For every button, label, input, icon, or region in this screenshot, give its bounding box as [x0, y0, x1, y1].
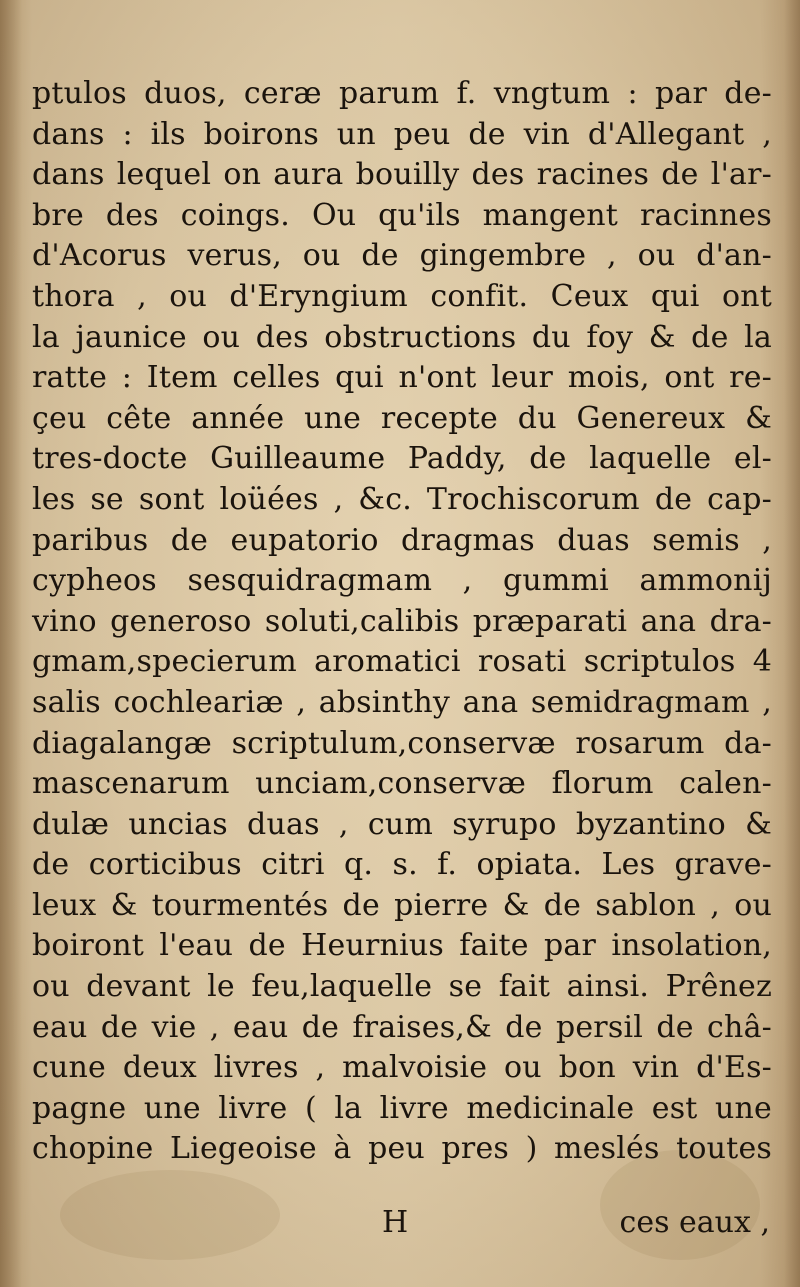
text-line: diagalangæ scriptulum,conservæ rosarum da- — [32, 725, 772, 761]
text-line: ratte : Item celles qui n'ont leur mois, ont re- — [32, 360, 772, 396]
text-line: de corticibus citri q. s. f. opiata. Les grave- — [32, 847, 772, 883]
text-line: vino generoso soluti,calibis præparati ana dra- — [32, 603, 772, 639]
text-line: eau de vie , eau de fraises,& de persil de châ- — [32, 1009, 772, 1045]
text-line: dans : ils boirons un peu de vin d'Allegant , — [32, 116, 772, 152]
text-line: tres-docte Guilleaume Paddy, de laquelle el- — [32, 441, 772, 477]
text-line: cypheos sesquidragmam , gummi ammonij — [32, 563, 772, 599]
text-line: ptulos duos, ceræ parum f. vngtum : par de- — [32, 76, 772, 111]
page-edge-shadow-right — [784, 0, 800, 1287]
text-line: dulæ uncias duas , cum syrupo byzantino & — [32, 806, 772, 842]
text-line: boiront l'eau de Heurnius faite par insolation, — [32, 928, 772, 964]
text-line: gmam,specierum aromatici rosati scriptulos 4 — [32, 644, 772, 680]
text-line: chopine Liegeoise à peu pres ) meslés toutes — [32, 1131, 772, 1167]
text-line: cune deux livres , malvoisie ou bon vin d'Es- — [32, 1050, 772, 1086]
text-line: les se sont loüées , &c. Trochiscorum de cap- — [32, 481, 772, 517]
text-line: dans lequel on aura bouilly des racines de l'ar- — [32, 157, 772, 193]
catchword: ces eaux , — [619, 1205, 770, 1240]
text-line: d'Acorus verus, ou de gingembre , ou d'an- — [32, 238, 772, 274]
body-text — [32, 74, 772, 1170]
text-line: salis cochleariæ , absinthy ana semidragmam , — [32, 684, 772, 720]
text-line: la jaunice ou des obstructions du foy & de la — [32, 319, 772, 355]
text-line: pagne une livre ( la livre medicinale est une — [32, 1090, 772, 1126]
page-footer — [32, 1205, 772, 1249]
text-line: ou devant le feu,laquelle se fait ainsi. Prênez — [32, 969, 772, 1005]
page-edge-shadow-left — [0, 0, 22, 1287]
text-line: thora , ou d'Eryngium confit. Ceux qui ont — [32, 278, 772, 314]
text-line: leux & tourmentés de pierre & de sablon , ou — [32, 887, 772, 923]
text-line: mascenarum unciam,conservæ florum calen- — [32, 766, 772, 802]
text-line: bre des coings. Ou qu'ils mangent racinnes — [32, 197, 772, 233]
signature-mark: H — [382, 1205, 409, 1240]
text-line: çeu cête année une recepte du Genereux & — [32, 400, 772, 436]
text-line: paribus de eupatorio dragmas duas semis , — [32, 522, 772, 558]
